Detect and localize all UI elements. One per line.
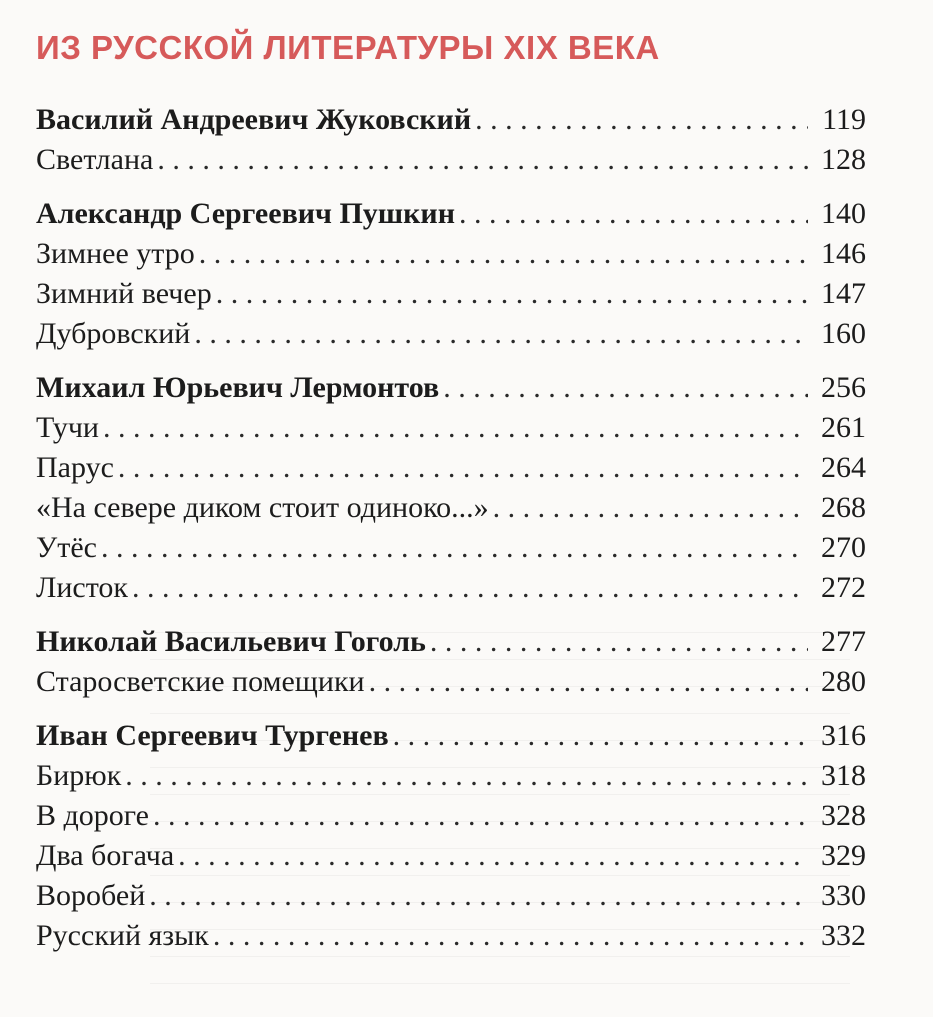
work-title: Воробей <box>36 879 146 912</box>
page-number: 280 <box>821 665 866 698</box>
page-number: 328 <box>821 799 866 832</box>
dot-leader <box>459 194 808 234</box>
dot-leader <box>216 274 808 314</box>
work-title: Утёс <box>36 531 97 564</box>
toc-work-entry <box>36 876 866 916</box>
page-number: 316 <box>821 719 866 752</box>
toc-work-entry <box>36 140 866 180</box>
page-number: 261 <box>821 411 866 444</box>
page-number: 268 <box>821 491 866 524</box>
author-name: Николай Васильевич Гоголь <box>36 625 426 658</box>
dot-leader <box>157 140 808 180</box>
dot-leader <box>178 836 808 876</box>
work-title: «На севере диком стоит одиноко...» <box>36 491 489 524</box>
table-of-contents <box>36 100 866 956</box>
page-number: 147 <box>821 277 866 310</box>
toc-work-entry <box>36 796 866 836</box>
work-title: Бирюк <box>36 759 122 792</box>
page-number: 119 <box>822 103 866 136</box>
page-number: 332 <box>821 919 866 952</box>
dot-leader <box>194 314 808 354</box>
page-number: 128 <box>821 143 866 176</box>
toc-author-entry <box>36 622 866 662</box>
toc-author-entry <box>36 368 866 408</box>
work-title: В дороге <box>36 799 149 832</box>
toc-author-entry <box>36 716 866 756</box>
dot-leader <box>430 622 808 662</box>
work-title: Зимний вечер <box>36 277 212 310</box>
page-number: 277 <box>821 625 866 658</box>
work-title: Русский язык <box>36 919 209 952</box>
author-name: Александр Сергеевич Пушкин <box>36 197 455 230</box>
author-name: Василий Андреевич Жуковский <box>36 103 472 136</box>
work-title: Светлана <box>36 143 154 176</box>
dot-leader <box>125 756 808 796</box>
toc-work-entry <box>36 488 866 528</box>
dot-leader <box>475 100 808 140</box>
dot-leader <box>103 408 808 448</box>
work-title: Тучи <box>36 411 99 444</box>
toc-work-entry <box>36 836 866 876</box>
page-number: 330 <box>821 879 866 912</box>
dot-leader <box>132 568 808 608</box>
work-title: Дубровский <box>36 317 191 350</box>
dot-leader <box>443 368 808 408</box>
dot-leader <box>213 916 808 956</box>
section-title: ИЗ РУССКОЙ ЛИТЕРАТУРЫ XIX ВЕКА <box>36 29 660 66</box>
toc-work-entry <box>36 274 866 314</box>
page-number: 329 <box>821 839 866 872</box>
toc-work-entry <box>36 448 866 488</box>
toc-work-entry <box>36 662 866 702</box>
page-number: 146 <box>821 237 866 270</box>
dot-leader <box>369 662 808 702</box>
page-number: 270 <box>821 531 866 564</box>
dot-leader <box>101 528 808 568</box>
work-title: Листок <box>36 571 129 604</box>
dot-leader <box>118 448 808 488</box>
toc-work-entry <box>36 528 866 568</box>
toc-author-entry <box>36 194 866 234</box>
toc-work-entry <box>36 234 866 274</box>
work-title: Парус <box>36 451 114 484</box>
page-number: 318 <box>821 759 866 792</box>
dot-leader <box>149 876 808 916</box>
author-name: Иван Сергеевич Тургенев <box>36 719 389 752</box>
work-title: Два богача <box>36 839 175 872</box>
page-number: 140 <box>821 197 866 230</box>
work-title: Старосветские помещики <box>36 665 365 698</box>
dot-leader <box>493 488 808 528</box>
toc-work-entry <box>36 916 866 956</box>
dot-leader <box>199 234 808 274</box>
dot-leader <box>393 716 808 756</box>
toc-work-entry <box>36 314 866 354</box>
toc-work-entry <box>36 756 866 796</box>
dot-leader <box>153 796 808 836</box>
page-number: 272 <box>821 571 866 604</box>
work-title: Зимнее утро <box>36 237 195 270</box>
page-number: 264 <box>821 451 866 484</box>
toc-work-entry <box>36 568 866 608</box>
toc-work-entry <box>36 408 866 448</box>
toc-author-entry <box>36 100 866 140</box>
page-number: 256 <box>821 371 866 404</box>
page-number: 160 <box>821 317 866 350</box>
author-name: Михаил Юрьевич Лермонтов <box>36 371 440 404</box>
